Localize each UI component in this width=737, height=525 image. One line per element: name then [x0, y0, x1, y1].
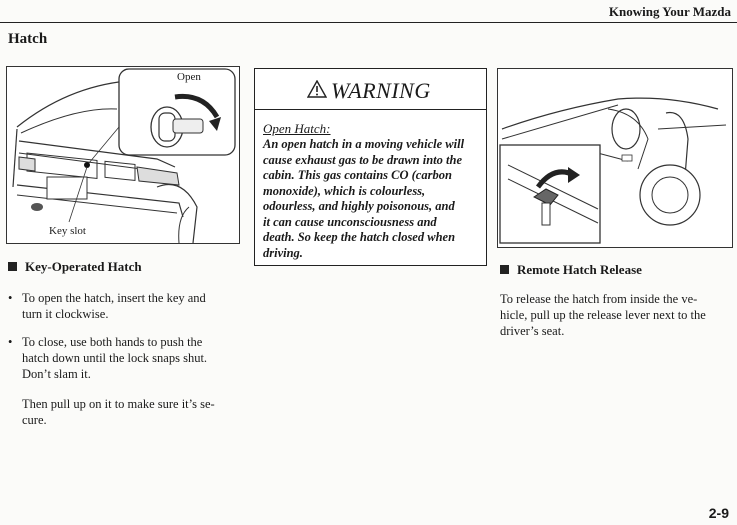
text-line: To close, use both hands to push the: [22, 335, 203, 349]
warning-text: [263, 137, 477, 261]
section-title: Hatch: [8, 31, 48, 47]
key-hatch-paragraph: [22, 396, 238, 428]
text-line: turn it clockwise.: [22, 307, 109, 321]
release-lever-illustration: [497, 68, 733, 248]
heading-square-icon: [500, 265, 509, 274]
warning-box: [254, 68, 487, 266]
text-line: Then pull up on it to make sure it’s se-: [22, 397, 215, 411]
warning-line: driving.: [263, 245, 303, 260]
remote-release-heading-text: Remote Hatch Release: [517, 262, 642, 277]
car-interior-drawing: [498, 69, 732, 247]
warning-header: [255, 69, 486, 110]
warning-line: An open hatch in a moving vehicle will: [263, 137, 465, 151]
warning-line: death. So keep the hatch closed when: [263, 230, 456, 244]
remote-release-heading: [500, 262, 642, 278]
page-number: 2-9: [708, 505, 729, 521]
warning-line: monoxide), which is colourless,: [263, 183, 426, 198]
key-slot-illustration: [6, 66, 240, 244]
key-hatch-heading: [8, 259, 142, 275]
key-hatch-bullet-2: [8, 334, 238, 382]
key-hatch-bullet-1: [8, 290, 238, 322]
text-line: cure.: [22, 413, 47, 427]
warning-subtitle: Open Hatch:: [263, 121, 331, 136]
running-header: Knowing Your Mazda: [608, 4, 731, 19]
text-line: hatch down until the lock snaps shut.: [22, 351, 208, 365]
remote-release-paragraph: [500, 291, 732, 339]
key-hatch-heading-text: Key-Operated Hatch: [25, 259, 142, 274]
bullet-icon: •: [8, 335, 13, 349]
heading-square-icon: [8, 262, 17, 271]
car-rear-drawing: [7, 67, 239, 243]
warning-line: cabin. This gas contains CO (carbon: [263, 168, 452, 182]
key-slot-label: Key slot: [49, 225, 86, 237]
text-line: hicle, pull up the release lever next to the: [500, 308, 706, 322]
text-line: To open the hatch, insert the key and: [22, 291, 206, 305]
warning-line: odourless, and highly poisonous, and: [263, 199, 455, 213]
warning-title: WARNING: [331, 78, 431, 103]
bullet-icon: •: [8, 291, 13, 305]
warning-triangle-icon: [307, 80, 327, 98]
text-line: driver’s seat.: [500, 324, 565, 338]
open-label: Open: [177, 71, 201, 83]
warning-line: cause exhaust gas to be drawn into the: [263, 152, 462, 167]
text-line: Don’t slam it.: [22, 367, 91, 381]
text-line: To release the hatch from inside the ve-: [500, 292, 698, 306]
header-rule: [0, 22, 737, 23]
warning-line: it can cause unconsciousness and: [263, 214, 437, 229]
